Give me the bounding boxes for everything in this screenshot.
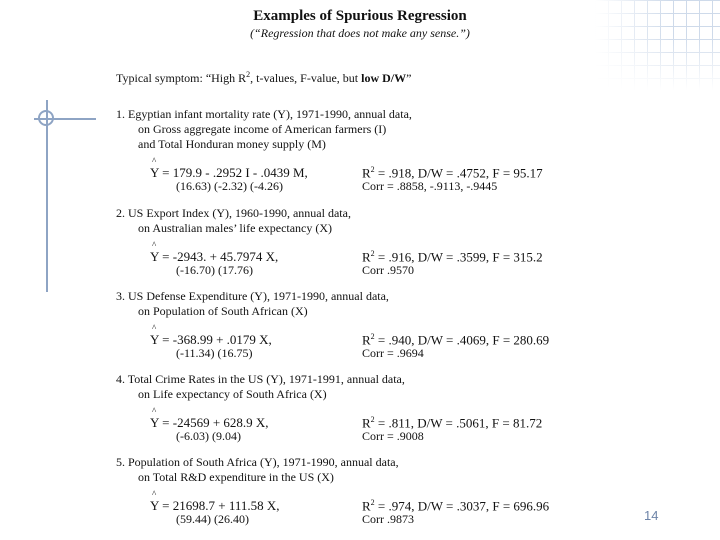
example-1-fit-sup: 2 (370, 165, 375, 174)
example-1-line-3: and Total Honduran money supply (M) (138, 137, 326, 151)
example-3-fit-sup: 2 (370, 332, 375, 341)
example-5-corr: Corr .9873 (362, 512, 414, 526)
example-5-line-1: 5. Population of South Africa (Y), 1971-1990, annual data, (116, 455, 399, 469)
example-1-line-2: on Gross aggregate income of American farmers (I) (138, 122, 387, 136)
symptom-low-dw: low D/W (361, 71, 407, 85)
example-2-line-2: on Australian males’ life expectancy (X) (138, 221, 333, 235)
decorative-circle (38, 110, 54, 126)
example-3-hat: ^ (152, 323, 157, 333)
example-3-tstats: (-11.34) (16.75) (176, 346, 253, 360)
symptom-prefix: Typical symptom: “High R (116, 71, 247, 85)
symptom-mid: , t-values, F-value, but (250, 71, 362, 85)
example-2-fit-rest: = .916, D/W = .3599, F = 315.2 (374, 249, 543, 265)
example-5-hat: ^ (152, 489, 157, 499)
example-1-tstats: (16.63) (-2.32) (-4.26) (176, 179, 283, 193)
example-3-equation: Y = -368.99 + .0179 X, (150, 332, 272, 347)
example-1-corr: Corr = .8858, -.9113, -.9445 (362, 179, 498, 193)
example-4-line-1: 4. Total Crime Rates in the US (Y), 1971-1991, annual data, (116, 372, 405, 386)
example-3-corr: Corr = .9694 (362, 346, 424, 360)
example-2-line-1: 2. US Export Index (Y), 1960-1990, annual data, (116, 206, 351, 220)
example-5-fit-r: R (362, 498, 371, 514)
example-2-hat: ^ (152, 240, 157, 250)
example-4-hat: ^ (152, 406, 157, 416)
example-5-fit-sup: 2 (370, 498, 375, 507)
example-5-tstats: (59.44) (26.40) (176, 512, 249, 526)
symptom-end: ” (406, 71, 412, 85)
example-2-equation: Y = -2943. + 45.7974 X, (150, 249, 279, 264)
example-2-fit-r: R (362, 249, 371, 265)
example-5-fit-rest: = .974, D/W = .3037, F = 696.96 (374, 498, 550, 514)
example-2-corr: Corr .9570 (362, 263, 414, 277)
decorative-vertical-rule (46, 100, 48, 292)
example-1-fit-r: R (362, 165, 371, 181)
slide-title: Examples of Spurious Regression (253, 8, 467, 24)
symptom-sup: 2 (246, 70, 251, 79)
typical-symptom (116, 70, 411, 86)
example-5-equation: Y = 21698.7 + 111.58 X, (150, 498, 280, 513)
example-1-fit-rest: = .918, D/W = .4752, F = 95.17 (374, 165, 543, 181)
example-2-fit-sup: 2 (370, 249, 375, 258)
example-4-fit-rest: = .811, D/W = .5061, F = 81.72 (374, 415, 543, 431)
page-number: 14 (644, 508, 659, 523)
example-4-fit-r: R (362, 415, 371, 431)
example-4-equation: Y = -24569 + 628.9 X, (150, 415, 269, 430)
example-3-line-1: 3. US Defense Expenditure (Y), 1971-1990, annual data, (116, 289, 389, 303)
example-4-tstats: (-6.03) (9.04) (176, 429, 241, 443)
example-2-tstats: (-16.70) (17.76) (176, 263, 253, 277)
example-3-fit-r: R (362, 332, 371, 348)
example-4-corr: Corr = .9008 (362, 429, 424, 443)
example-1-equation: Y = 179.9 - .2952 I - .0439 M, (150, 165, 308, 180)
example-1-line-1: 1. Egyptian infant mortality rate (Y), 1971-1990, annual data, (116, 107, 412, 121)
example-1-hat: ^ (152, 156, 157, 166)
example-4-line-2: on Life expectancy of South Africa (X) (138, 387, 327, 401)
slide-subtitle: (“Regression that does not make any sense.”) (250, 26, 470, 40)
example-3-fit-rest: = .940, D/W = .4069, F = 280.69 (374, 332, 550, 348)
example-4-fit-sup: 2 (370, 415, 375, 424)
example-5-line-2: on Total R&D expenditure in the US (X) (138, 470, 334, 484)
example-3-line-2: on Population of South African (X) (138, 304, 308, 318)
